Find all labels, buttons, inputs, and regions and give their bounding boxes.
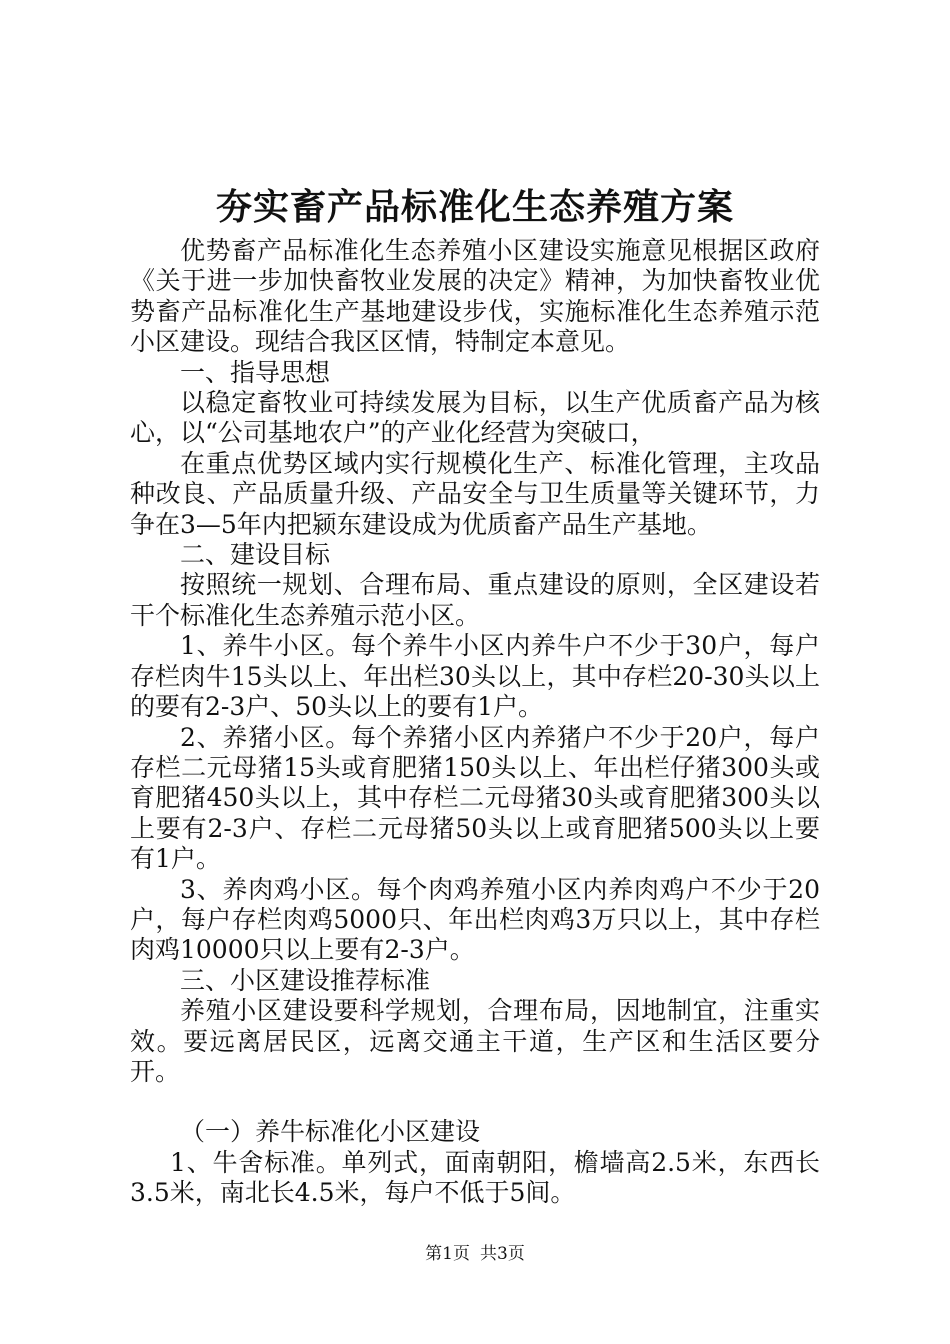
page-footer xyxy=(0,1242,950,1266)
page-number-total: 共3页 xyxy=(480,1244,525,1264)
paragraph-chicken-district: 3、养肉鸡小区。每个肉鸡养殖小区内养肉鸡户不少于20户，每户存栏肉鸡5000只、年出栏肉鸡3万只以上，其中存栏肉鸡10000只以上要有2-3户。 xyxy=(130,874,820,965)
section-heading-construction-goals: 二、建设目标 xyxy=(180,540,331,570)
paragraph-construction-goals: 按照统一规划、合理布局、重点建设的原则，全区建设若干个标准化生态养殖示范小区。 xyxy=(130,570,820,630)
page-number-current: 第1页 xyxy=(425,1244,470,1264)
document-body xyxy=(130,236,820,1209)
paragraph-intro: 优势畜产品标准化生态养殖小区建设实施意见根据区政府《关于进一步加快畜牧业发展的决定》精神，为加快畜牧业优势畜产品标准化生产基地建设步伐，实施标准化生态养殖示范小区建设。现结合我区区情，特制定本意见。 xyxy=(130,236,820,357)
paragraph-cattle-barn-standard: 1、牛舍标准。单列式，面南朝阳，檐墙高2.5米，东西长3.5米，南北长4.5米，每户不低于5间。 xyxy=(130,1147,820,1208)
subsection-heading-cattle-standard: （一）养牛标准化小区建设 xyxy=(180,1117,481,1147)
document-title: 夯实畜产品标准化生态养殖方案 xyxy=(215,186,734,228)
paragraph-recommended-standards: 养殖小区建设要科学规划，合理布局，因地制宜，注重实效。要远离居民区，远离交通主干道，生产区和生活区要分开。 xyxy=(130,996,820,1086)
section-heading-recommended-standards: 三、小区建设推荐标准 xyxy=(180,965,431,995)
paragraph-guiding-ideology-2: 在重点优势区域内实行规模化生产、标准化管理，主攻品种改良、产品质量升级、产品安全与卫生质量等关键环节，力争在3—5年内把颍东建设成为优质畜产品生产基地。 xyxy=(130,448,820,539)
paragraph-guiding-ideology-1: 以稳定畜牧业可持续发展为目标，以生产优质畜产品为核心，以“公司基地农户”的产业化经营为突破口， xyxy=(130,388,820,448)
paragraph-cattle-district: 1、养牛小区。每个养牛小区内养牛户不少于30户，每户存栏肉牛15头以上、年出栏30头以上，其中存栏20-30头以上的要有2-3户、50头以上的要有1户。 xyxy=(130,631,820,722)
section-heading-guiding-ideology: 一、指导思想 xyxy=(180,357,331,387)
blank-line xyxy=(130,1087,820,1117)
paragraph-pig-district: 2、养猪小区。每个养猪小区内养猪户不少于20户，每户存栏二元母猪15头或育肥猪150头以上、年出栏仔猪300头或育肥猪450头以上，其中存栏二元母猪30头或育肥猪300头以上要有2-3户、存栏二元母猪50头以上或育肥猪500头以上要有1户。 xyxy=(130,722,820,874)
